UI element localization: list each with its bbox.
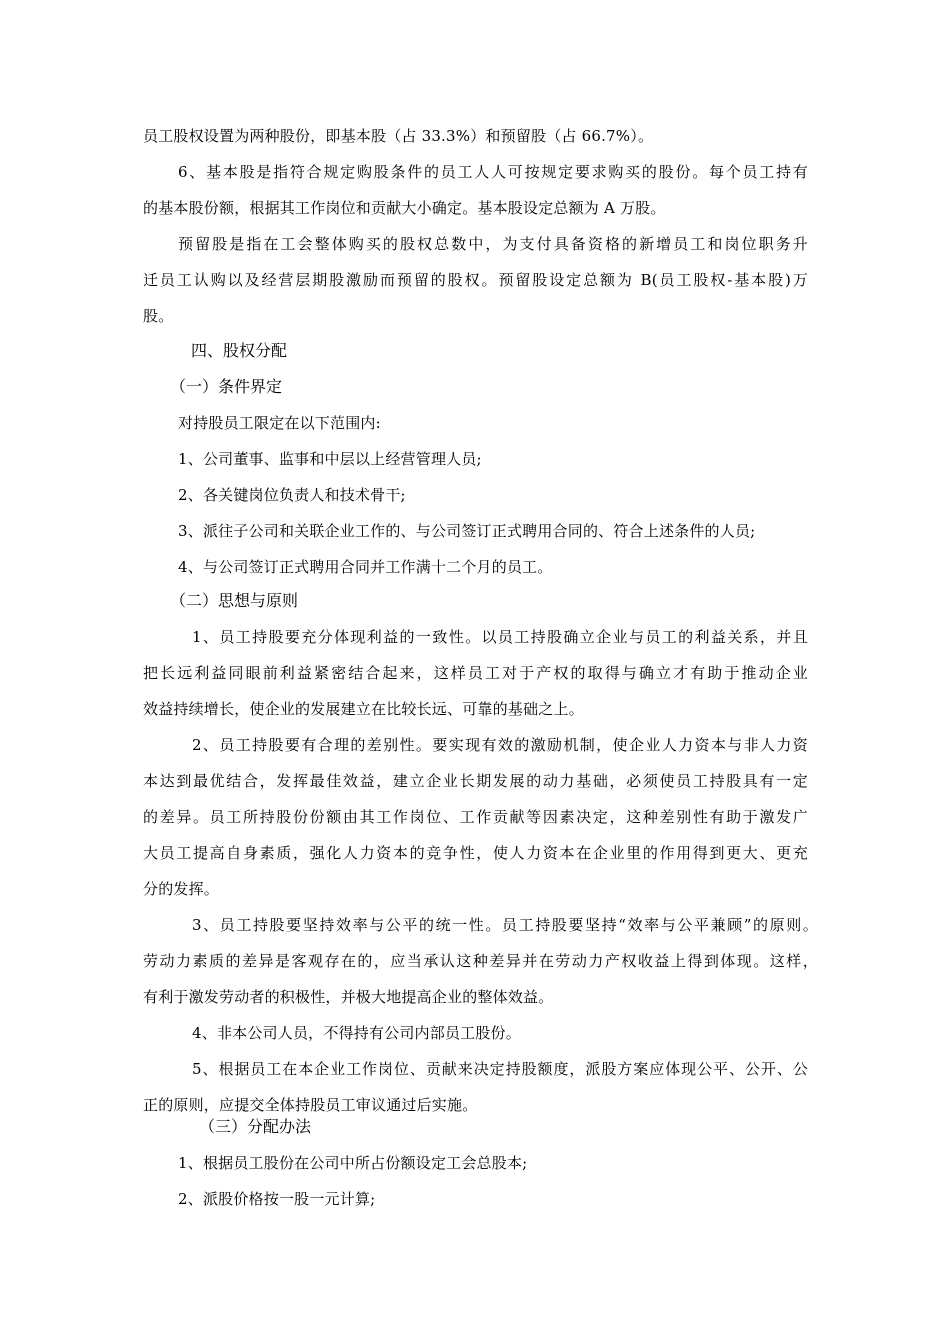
- paragraph-basic-share-line-2: 的基本股份额，根据其工作岗位和贡献大小确定。基本股设定总额为 A 万股。: [143, 199, 666, 217]
- principle-2-line: 大员工提高自身素质，强化人力资本的竞争性，使人力资本在企业里的作用得到更大、更充: [143, 844, 808, 862]
- principle-2-line: 分的发挥。: [143, 880, 220, 898]
- principle-2-line: 的差异。员工所持股份份额由其工作岗位、工作贡献等因素决定，这种差别性有助于激发广: [143, 808, 808, 826]
- principle-5-line: 5、根据员工在本企业工作岗位、贡献来决定持股额度，派股方案应体现公平、公开、公: [192, 1060, 808, 1078]
- principle-1-line: 效益持续增长，使企业的发展建立在比较长远、可靠的基础之上。: [143, 700, 584, 718]
- conditions-item: 3、派往子公司和关联企业工作的、与公司签订正式聘用合同的、符合上述条件的人员;: [178, 522, 756, 540]
- paragraph-basic-share-line-1: 6、基本股是指符合规定购股条件的员工人人可按规定要求购买的股份。每个员工持有: [178, 163, 808, 181]
- conditions-item: 2、各关键岗位负责人和技术骨干;: [178, 486, 406, 504]
- subsection-heading-conditions: （一）条件界定: [170, 377, 283, 396]
- subsection-heading-distribution-method: （三）分配办法: [199, 1117, 312, 1136]
- principle-1-line: 1、员工持股要充分体现利益的一致性。以员工持股确立企业与员工的利益关系，并且: [192, 628, 808, 646]
- conditions-item: 1、公司董事、监事和中层以上经营管理人员;: [178, 450, 482, 468]
- paragraph-reserve-share-line-3: 股。: [143, 307, 174, 325]
- principle-2-line: 2、员工持股要有合理的差别性。要实现有效的激励机制，使企业人力资本与非人力资: [192, 736, 808, 754]
- principle-1-line: 把长远利益同眼前利益紧密结合起来，这样员工对于产权的取得与确立才有助于推动企业: [143, 664, 808, 682]
- subsection-heading-principles: （二）思想与原则: [170, 591, 299, 610]
- conditions-intro: 对持股员工限定在以下范围内:: [178, 414, 381, 432]
- principle-3-line: 劳动力素质的差异是客观存在的，应当承认这种差异并在劳动力产权收益上得到体现。这样，: [143, 952, 818, 970]
- principle-4-line: 4、非本公司人员，不得持有公司内部员工股份。: [192, 1024, 521, 1042]
- conditions-item: 4、与公司签订正式聘用合同并工作满十二个月的员工。: [178, 558, 553, 576]
- paragraph-share-types: 员工股权设置为两种股份，即基本股（占 33.3%）和预留股（占 66.7%）。: [143, 127, 654, 145]
- paragraph-reserve-share-line-2: 迁员工认购以及经营层期股激励而预留的股权。预留股设定总额为 B(员工股权-基本股)万: [143, 271, 808, 289]
- principle-3-line: 有利于激发劳动者的积极性，并极大地提高企业的整体效益。: [143, 988, 554, 1006]
- distribution-method-item: 1、根据员工股份在公司中所占份额设定工会总股本;: [178, 1154, 528, 1172]
- principle-3-line: 3、员工持股要坚持效率与公平的统一性。员工持股要坚持“效率与公平兼顾”的原则。: [192, 916, 818, 934]
- section-heading-equity-distribution: 四、股权分配: [191, 341, 288, 360]
- paragraph-reserve-share-line-1: 预留股是指在工会整体购买的股权总数中，为支付具备资格的新增员工和岗位职务升: [178, 235, 808, 253]
- principle-2-line: 本达到最优结合，发挥最佳效益，建立企业长期发展的动力基础，必须使员工持股具有一定: [143, 772, 808, 790]
- distribution-method-item: 2、派股价格按一股一元计算;: [178, 1190, 376, 1208]
- principle-5-line: 正的原则，应提交全体持股员工审议通过后实施。: [143, 1096, 478, 1114]
